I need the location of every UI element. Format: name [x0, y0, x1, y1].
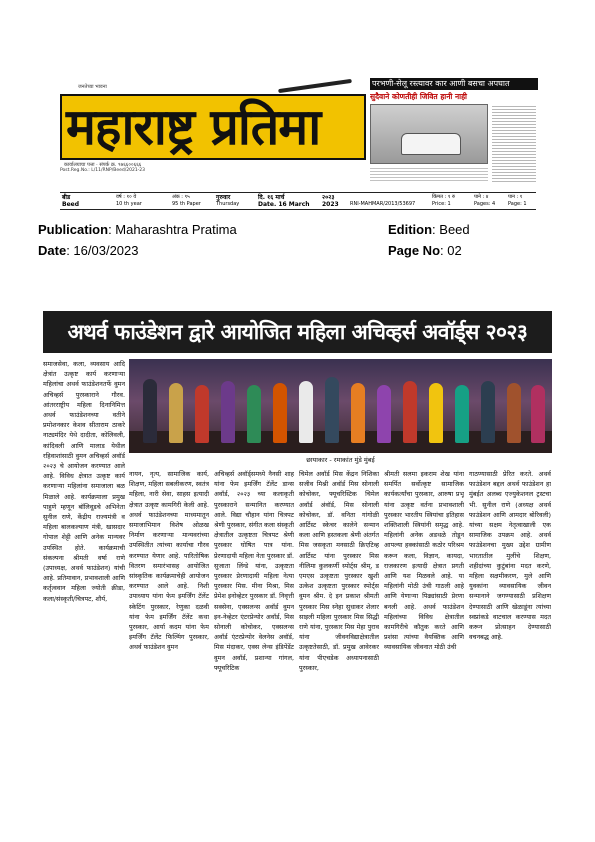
article-column-1: नायन, नृत्य, सामाजिक कार्य, शिक्षण, महिला सबलीकरण, स्वतंत्र महिला, नारी सेवा, साहस इत्यादी क्षेत्रात उत्कृष्ट कामगिरी केली आहे. अथर्व फाउंडेशनच्या माध्यमातून समाजाभिमान विशेष ओळख निर्माण करणाऱ्या मान्यवरांच्या उपस्थितीत त्यांच्या कार्याचा गौरव करण्यात येणार आहे. पारितोषिक वितरण समारंभासह आयोजित सांस्कृतिक कार्यक्रमाचेही आयोजन करण्यात आले आहे. निशी उपाध्याय यांना फेम इमर्जिंग टॅलेंट स्केटिंग पुरस्कार, रेणुका दळवी यांना फेम इमर्जिंग टॅलेंट कथा पुरस्कार, आर्या कदम यांना फेम इमर्जिंग टॅलेंट फिल्मिंग पुरस्कार, अथर्व फाउंडेशन वुमन [129, 470, 209, 652]
masthead-title-box [60, 94, 366, 160]
photo-person [377, 385, 391, 443]
info-issue-en: 95 th Paper [172, 201, 201, 207]
edition-line: Edition: Beed [388, 222, 470, 237]
info-year-num-en: 2023 [322, 201, 339, 208]
photo-person [195, 385, 209, 443]
photo-person [481, 381, 495, 443]
info-page-en: Page: 1 [508, 201, 527, 207]
info-rni: RNI-MAHMAR/2013/53697 [350, 201, 416, 207]
photo-person [455, 385, 469, 443]
car-icon [401, 133, 461, 155]
teaser-subhead: सुदैवाने कोणतीही जिवित हानी नाही [370, 92, 467, 101]
masthead-title-block [60, 78, 366, 190]
info-city: बीड [62, 194, 71, 201]
page-value: 02 [447, 243, 462, 258]
info-year-en: 10 th year [116, 201, 142, 207]
publication-label: Publication [38, 222, 109, 237]
photo-person [273, 383, 287, 443]
article-headline: अथर्व फाउंडेशन द्वारे आयोजित महिला अचिव्हर्स अवॉर्ड्स २०२३ [43, 311, 552, 353]
edition-label: Edition [388, 222, 433, 237]
edition-value: Beed [439, 222, 470, 237]
date-line: Date: 16/03/2023 [38, 243, 139, 258]
masthead-regno: Post.Reg.No.: L/11/RNP/Beed/2021-23 [60, 168, 146, 173]
photo-person [143, 379, 157, 443]
article-column-2: अचिव्हर्स अवॉर्ड्समध्ये नैनसी शाह यांना फेम इमर्जिंग टॅलेंट डान्स अवॉर्ड, २०२३ च्या कलाकृती पुरस्काराने सन्मानित करण्यात आले. विद्या चौहान यांना चित्रपट श्रेणी पुरस्कार, संगीत कला संस्कृती क्षेत्रातील उत्कृष्टता चित्रपट श्रेणी पुरस्कार घोषित पात्र यांना. प्रेरणादायी महिला नेता पुरस्कार डॉ. सुजाता लिंग्डे यांना, उत्कृष्टता पुरस्कार प्रेरणादायी महिला नेत्या पुरस्कार मिस. मीना मिश्रा, मिस प्रेमेश इनोव्हेटर पुरस्कार डॉ. निवृत्ती सक्सेना, एक्सलन्स अवॉर्ड वुमन इन-नेव्हेटर एंटरप्रेन्योर अवॉर्ड, मिस सोनाली कोचोकर, एक्सलन्स अवॉर्ड एंटरप्रेन्योर वेलनेस अवॉर्ड, मिस मंदाकर, एक्स लेन्स इंडिपेंडेंट वुमन अवॉर्ड, प्रशान्या गांगल, फ्यूचरिटिक [214, 470, 294, 672]
masthead-address: कार्यालयाचा पत्ता · संपर्क क्र. ९७६६००६६६ [64, 162, 142, 168]
masthead-tagline: जनतेच्या भावना [78, 84, 107, 90]
teaser-column-text [492, 104, 536, 182]
photo-person [429, 383, 443, 443]
info-year: वर्ष : १० वे [116, 194, 137, 200]
photo-caption: छायाकार - रमाकांत मुंडे मुंबई [306, 456, 375, 464]
article-clipping [43, 307, 552, 790]
masthead-news-teaser [370, 78, 536, 190]
info-year-num: २०२३ [322, 194, 335, 201]
info-issue: अंक : ९५ [172, 194, 190, 200]
photo-person [531, 385, 545, 443]
info-date-en: Date. 16 March [258, 201, 310, 208]
photo-person [221, 381, 235, 443]
info-day-en: Thursday [216, 201, 240, 207]
teaser-headline: परभणी-सेलू रस्त्यावर कार आणी बसचा अपघात [370, 78, 538, 90]
page-label: Page No [388, 243, 441, 258]
photo-person [299, 381, 313, 443]
info-pages: पाने : ४ [474, 194, 489, 200]
date-label: Date [38, 243, 67, 258]
info-date: दि. १६ मार्च [258, 194, 285, 201]
info-page: पान : १ [508, 194, 523, 200]
info-price-en: Price: 1 [432, 201, 451, 207]
masthead-info-bar [60, 192, 536, 210]
photo-person [247, 385, 261, 443]
date-value: 16/03/2023 [73, 243, 139, 258]
publication-line: Publication: Maharashtra Pratima [38, 222, 237, 237]
info-pages-en: Pages: 4 [474, 201, 496, 207]
info-day: गुरुवार [216, 194, 231, 201]
publication-value: Maharashtra Pratima [115, 222, 237, 237]
pen-icon [278, 79, 352, 93]
article-column-5: गाठण्यासाठी प्रेरित करते. अथर्व फाउंडेशन बद्दल अथर्व फाउंडेशन हा मुंबईत अलब्ध एज्युकेशनल ट्रस्टचा भी. सुनील राणे (अध्यक्ष अथर्व फाउंडेशन आणि आमदार बोरिवली) यांच्या सक्षम नेतृत्वाखाली एक सामाजिक उपक्रम आहे. अथर्व फाउंडेशनचा मुख्य उद्देश ग्रामीण भारतातील मुलींचे शिक्षण, शहीदांच्या कुटुंबांना मदत करणे, महिला सक्षमीकरण, मुले आणि युवकांना व्यावसायिक जीवन सन्मानाने जगण्यासाठी प्रशिक्षण देण्यासाठी आणि खेळाडूंना त्यांच्या स्वप्नांकडे वाटचाल करण्यास मदत करून प्रोत्साहन देण्यासाठी वचनबद्ध आहे. [469, 470, 551, 642]
masthead-title: महाराष्ट्र प्रतिमा [66, 97, 321, 156]
article-body [43, 357, 552, 790]
info-price: किंमत : १ रु [432, 194, 456, 200]
article-column-4: श्रीमती सलमा इकराम शेख यांना समर्पित सर्वोत्कृष्ट सामाजिक कार्यकर्त्यांचा पुरस्कार, आरुषा प्रभू यांना उत्कृष्ट वर्तना प्रभावशाली पुरस्कार भारतीय स्त्रियांचा इतिहास शक्तिशाली स्त्रियांनी समृद्ध आहे. महिलांनी अनेक अडथळे तोडून आपल्या हक्कांसाठी कठोर परिश्रम करून कला, विज्ञान, कायदा, राजकारण इत्यादी क्षेत्रात प्रगती आणि यश मिळवले आहे. या महिलांनी मोठी उंची गाठली आहे आणि येणाऱ्या पिढ्यांसाठी प्रेरणा बनली आहे. अथर्व फाउंडेशन महिलांच्या विविध क्षेत्रातील कामगिरीचे कौतुक करते आणि प्रशंसा त्यांच्या वैयक्तिक आणि व्यावसायिक जीवनात मोठी उंची [384, 470, 464, 652]
teaser-caption-text [370, 166, 488, 182]
page-line: Page No: 02 [388, 243, 462, 258]
article-column-left: समाजसेवा, कला, व्यवसाय आदि क्षेत्रांत उत्कृष्ट कार्य करणाऱ्या महिलांचा अथर्व फाउंडेशनतर्फे वुमन अचिव्हर्स पुरस्काराने गौरव. आंतरराष्ट्रीय महिला दिनानिमित्त अथर्व फाउंडेशनच्या वतीने प्रमोशनकार केशव सीताराम ठाकरे नाट्यमंदिर येथे दादीता, कोलिवली, कांदिवली आणि मालाड येथील रहिवाशांसाठी वुमन अचिव्हर्स अवॉर्ड २०२३ चे आयोजन करण्यात आले आहे. विविध क्षेत्रात उत्कृष्ट कार्य करणाऱ्या महिलांना समाजाला बळ मिळाले आहे. कार्यक्रमाला प्रमुख पाहुणे म्हणून बॉलिवूडचे अभिनेता सुनील राणे, केंद्रीय राज्यमंत्री व महिला बालकल्याण मंत्री, खासदार गोपाल शेट्टी आणि अनेक मान्यवर उपस्थित होते. कार्यक्रमाची संकल्पना श्रीमती वर्षा राणे (उपाध्यक्ष, अथर्व फाउंडेशन) यांची आहे. प्रतिमावान, प्रभावशाली आणि कर्तृत्ववान महिला ज्योती क्रीडा, कला/संस्कृती/चित्रपट, शौर्य, [43, 360, 125, 603]
award-ceremony-photo [129, 359, 552, 453]
photo-person [507, 383, 521, 443]
photo-person [169, 383, 183, 443]
photo-person [351, 383, 365, 443]
article-column-3: चिमेल अवॉर्ड मिस केंद्रन निशिका सजीव मिश्नी अवॉर्ड मिस सोनाली कोचोकर, फ्यूचरिस्टिक चिमेल अवॉर्ड अंवॉर्ड, मिस सोनाली कोचोकर, डॉ. वनिता गांगोळी आर्टिस्ट स्केचर कालेने सन्मान कला आणि हस्तकला श्रेणी अंतर्गत मिस जसकृता मनसाठी क्रिएटिव्ह आर्टिस्ट यांना पुरस्कार मिस नीलिमा कुलकर्णी स्पोर्ट्स श्रीम्, ड एमएस उत्कृष्टता पुरस्कार खुशी उत्केश उत्कृष्टता पुरस्कार स्पोर्ट्स वुमन श्रीम. दे इन प्रकाश श्रीमती पुरस्कार मिस स्नेहा सुधाकर शेलार साइली महिला पुरस्कार मिस सिद्धी राणे यांना, पुरस्कार मिस मेहा पुराव यांना जीवनविद्याक्षेत्रातील उत्कृष्टतेसाठी, डॉ. प्रमुख आवेरकर यांना पीएचडेक अध्यापनासाठी पुरस्कार, [299, 470, 379, 672]
photo-person [325, 377, 339, 443]
accident-photo [370, 104, 488, 164]
newspaper-masthead [60, 78, 536, 208]
info-city-en: Beed [62, 201, 80, 208]
photo-person [403, 381, 417, 443]
